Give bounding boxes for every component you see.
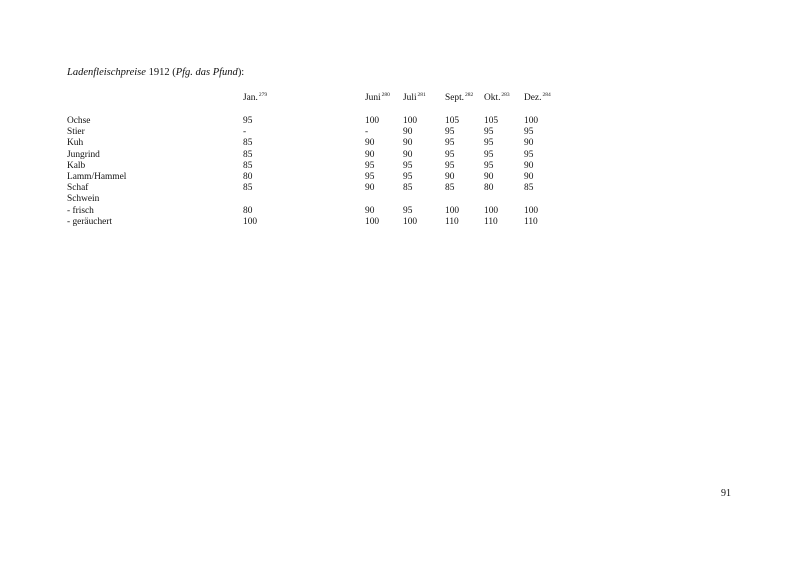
- row-label: Kalb: [67, 160, 86, 171]
- table-cell: 95: [243, 116, 253, 126]
- column-header-label: Juli: [403, 93, 417, 103]
- table-cell: 95: [445, 149, 455, 160]
- table-cell: 100: [484, 205, 499, 216]
- table-cell: 100: [365, 116, 380, 126]
- table-cell: 85: [243, 160, 253, 171]
- table-cell: 90: [365, 149, 375, 160]
- table-cell: 90: [484, 172, 494, 182]
- row-label: Ochse: [67, 116, 91, 126]
- table-cell: 90: [403, 138, 413, 149]
- table-cell: 100: [403, 216, 418, 227]
- column-header-label: Dez.: [524, 93, 542, 103]
- footnote-marker: 281: [417, 92, 426, 98]
- row-label: - geräuchert: [67, 216, 113, 227]
- table-cell: 85: [243, 183, 253, 194]
- table-cell: 90: [445, 172, 455, 182]
- table-cell: 90: [365, 138, 375, 149]
- column-header-label: Jan.: [243, 93, 258, 103]
- row-label: - frisch: [67, 205, 94, 216]
- page-number: 91: [721, 488, 731, 499]
- column-header-label: Sept.: [445, 93, 465, 103]
- table-cell: 100: [524, 116, 539, 126]
- table-cell: -: [365, 127, 369, 138]
- row-label: Kuh: [67, 138, 84, 149]
- table-cell: 95: [403, 205, 413, 216]
- column-header-label: Juni: [365, 93, 381, 103]
- table-cell: 85: [524, 183, 534, 194]
- table-cell: 95: [365, 172, 375, 182]
- table-cell: 95: [484, 160, 494, 171]
- table-cell: 110: [445, 216, 459, 227]
- table-cell: -: [243, 127, 247, 138]
- table-cell: 90: [524, 138, 534, 149]
- footnote-marker: 282: [465, 92, 474, 98]
- table-cell: 110: [524, 216, 538, 227]
- table-cell: 95: [445, 127, 455, 138]
- column-header: [524, 93, 551, 104]
- table-cell: 105: [445, 116, 460, 126]
- table-cell: 95: [484, 138, 494, 149]
- table-cell: 100: [365, 216, 380, 227]
- table-cell: 95: [403, 172, 413, 182]
- table-cell: 95: [524, 127, 534, 138]
- table-cell: 95: [445, 160, 455, 171]
- table-cell: 85: [243, 138, 253, 149]
- footnote-marker: 279: [258, 92, 268, 98]
- footnote-marker: 283: [501, 92, 510, 98]
- table-cell: 90: [365, 183, 375, 194]
- row-label: Lamm/Hammel: [67, 172, 127, 182]
- column-header-label: Okt.: [484, 93, 501, 103]
- table-cell: 100: [445, 205, 460, 216]
- table-caption: [67, 67, 244, 78]
- column-header: [365, 93, 390, 104]
- table-cell: 100: [524, 205, 539, 216]
- row-label: Schaf: [67, 183, 89, 194]
- footnote-marker: 284: [542, 92, 551, 98]
- table-cell: 90: [524, 160, 534, 171]
- table-cell: 100: [403, 116, 418, 126]
- footnote-marker: 280: [381, 92, 390, 98]
- caption-unit: Pfg. das Pfund: [175, 67, 238, 78]
- table-cell: 90: [403, 149, 413, 160]
- table-cell: 95: [365, 160, 375, 171]
- caption-paren-open: (: [172, 67, 176, 78]
- table-cell: 80: [243, 172, 253, 182]
- caption-paren-close: ):: [237, 67, 245, 78]
- table-cell: 80: [484, 183, 494, 194]
- column-header: [445, 93, 473, 104]
- column-header: [484, 93, 510, 104]
- table-cell: 90: [365, 205, 375, 216]
- table-cell: 90: [403, 127, 413, 138]
- table-cell: 100: [243, 216, 258, 227]
- table-cell: 90: [524, 172, 534, 182]
- row-label: Schwein: [67, 194, 100, 205]
- table-cell: 105: [484, 116, 499, 126]
- table-cell: 85: [445, 183, 455, 194]
- table-cell: 95: [484, 149, 494, 160]
- table-cell: 95: [403, 160, 413, 171]
- table-cell: 85: [243, 149, 253, 160]
- row-label: Jungrind: [67, 149, 100, 160]
- column-header: [243, 93, 267, 104]
- table-cell: 110: [484, 216, 498, 227]
- table-cell: 85: [403, 183, 413, 194]
- row-label: Stier: [67, 127, 85, 138]
- column-header: [403, 93, 426, 104]
- table-cell: 80: [243, 205, 253, 216]
- table-cell: 95: [524, 149, 534, 160]
- caption-title: Ladenfleischpreise: [67, 67, 146, 78]
- table-cell: 95: [445, 138, 455, 149]
- caption-year: 1912: [148, 67, 170, 78]
- table-cell: 95: [484, 127, 494, 138]
